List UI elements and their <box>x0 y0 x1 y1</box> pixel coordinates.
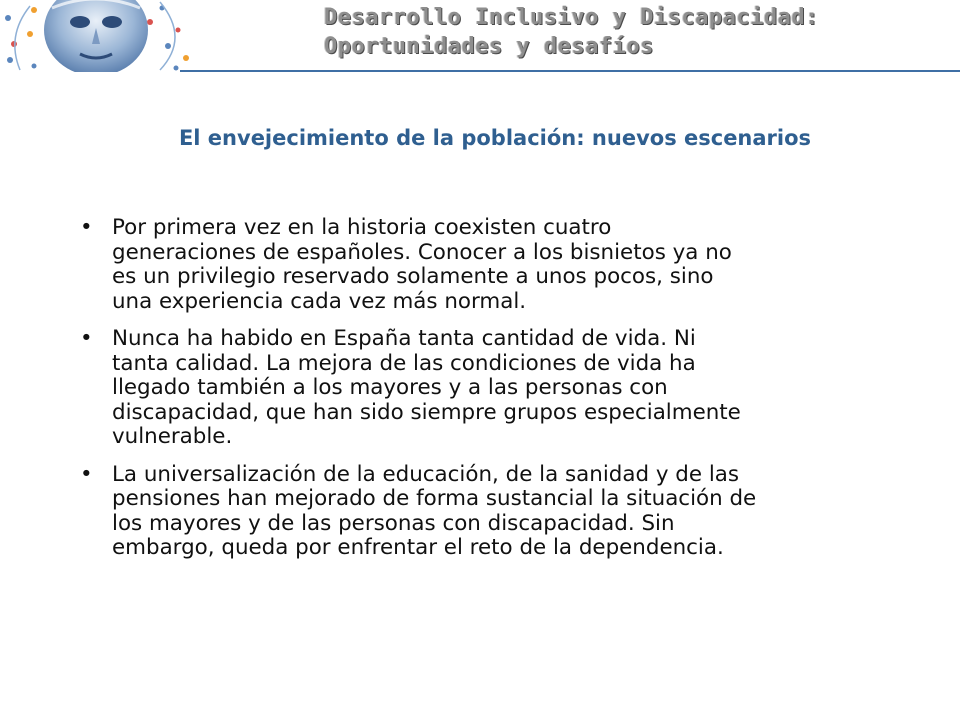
slide-header <box>0 0 960 72</box>
header-title-line-1: Desarrollo Inclusivo y Discapacidad: <box>324 5 819 30</box>
bullet-line: llegado también a los mayores y a las personas con <box>112 375 668 400</box>
bullet-line: discapacidad, que han sido siempre grupos especialmente <box>112 399 741 425</box>
logo-icon <box>0 0 200 72</box>
header-divider <box>180 70 960 72</box>
bullet-item <box>76 216 936 314</box>
bullet-line: los mayores y de las personas con discapacidad. Sin <box>112 510 675 536</box>
header-title-line-2: Oportunidades y desafíos <box>324 34 654 59</box>
bullet-line: vulnerable. <box>112 424 233 449</box>
slide-title: El envejecimiento de la población: nuevos escenarios <box>178 126 812 150</box>
bullet-marker: • <box>80 326 93 351</box>
bullet-line: Por primera vez en la historia coexisten cuatro <box>112 215 612 240</box>
bullet-line: una experiencia cada vez más normal. <box>112 288 527 314</box>
bullet-line: Nunca ha habido en España tanta cantidad de vida. Ni <box>112 326 696 351</box>
bullet-line: generaciones de españoles. Conocer a los bisnietos ya no <box>112 239 732 265</box>
header-title <box>324 3 819 61</box>
bullet-item <box>76 327 936 450</box>
bullet-marker: • <box>80 461 93 487</box>
bullet-item <box>76 463 936 561</box>
bullet-line: pensiones han mejorado de forma sustancial la situación de <box>112 486 757 511</box>
bullet-marker: • <box>80 215 93 240</box>
bullet-list <box>76 216 936 574</box>
bullet-line: La universalización de la educación, de la sanidad y de las <box>112 461 740 487</box>
bullet-line: embargo, queda por enfrentar el reto de la dependencia. <box>112 535 724 560</box>
bullet-line: tanta calidad. La mejora de las condiciones de vida ha <box>112 350 696 376</box>
bullet-line: es un privilegio reservado solamente a unos pocos, sino <box>112 264 714 289</box>
